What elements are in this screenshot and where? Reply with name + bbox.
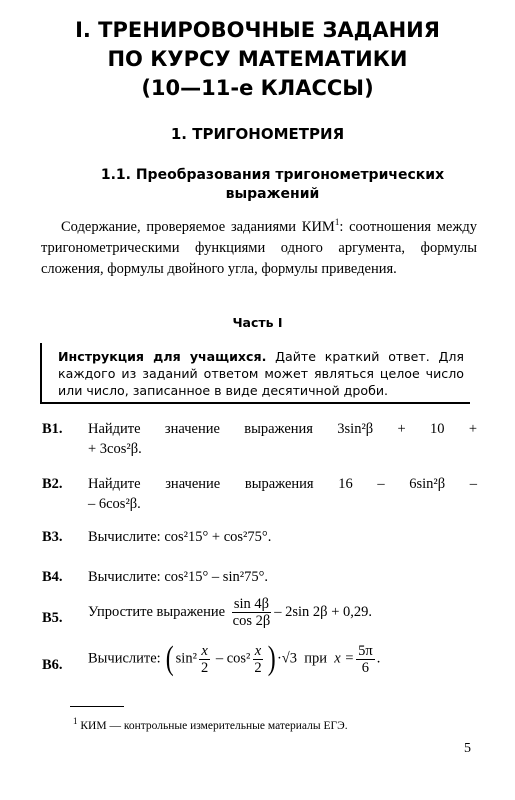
section-title: 1. ТРИГОНОМЕТРИЯ (170, 125, 345, 143)
task-number: В6. (42, 657, 63, 673)
fraction-denominator: cos 2β (232, 613, 271, 629)
footnote-ref: 1 (334, 217, 340, 227)
task-word: + (397, 421, 406, 437)
right-paren: ) (267, 640, 276, 677)
minus-cos-squared: – cos² (212, 650, 251, 667)
task-word: выражения (244, 421, 313, 437)
task-word: – (377, 476, 385, 492)
fraction-x-over-2 (252, 643, 263, 676)
task-word: Найдите (88, 476, 141, 492)
task-line-2: + 3cos²β. (88, 441, 142, 457)
task-number: В3. (42, 529, 63, 545)
instruction-box (40, 343, 470, 404)
task-suffix: – 2sin 2β + 0,29. (274, 603, 372, 620)
task-line-1 (88, 419, 477, 439)
fraction-denominator: 6 (361, 659, 370, 676)
chapter-title-line-3: (10—11-е КЛАССЫ) (141, 76, 374, 100)
instruction-label: Инструкция для учащихся. (58, 349, 267, 364)
content-lead: Содержание, проверяемое заданиями КИМ (61, 218, 335, 235)
subsection-title-line-2: выражений (225, 186, 320, 202)
task-expression (88, 596, 477, 629)
fraction-numerator: x (254, 642, 262, 659)
task-word: – (469, 476, 477, 492)
task-line-2: – 6cos²β. (88, 496, 141, 512)
task-number: В4. (42, 569, 63, 585)
task-expression (88, 642, 477, 676)
content-paragraph (41, 212, 477, 280)
left-paren: ( (166, 640, 174, 677)
task-number: В5. (42, 610, 63, 626)
content-rest: : соотношения между тригонометрическими функциями одного аргумента, формулы сложения, формулы двойного угла, формулы приведения. (41, 218, 478, 277)
task-text: Вычислите: cos²15° + cos²75°. (88, 529, 272, 545)
chapter-title (0, 16, 515, 103)
x-equals: x = (334, 650, 355, 667)
subsection-title-line-1: 1.1. Преобразования тригонометрических (100, 167, 445, 183)
sqrt-three: ·√3 (276, 650, 297, 667)
subsection-title (90, 166, 455, 204)
task-text: Вычислите: cos²15° – sin²75°. (88, 569, 268, 585)
task-word: значение (164, 421, 220, 437)
fraction-5pi-over-6 (356, 643, 375, 676)
instruction-text: Дайте краткий ответ. Для каждого из заданий ответом может являться целое число или число, записанное в виде десятичной дроби. (58, 349, 464, 398)
fraction-denominator: 2 (200, 659, 209, 676)
task-word: 3sin²β (337, 421, 374, 437)
task-word: выражения (244, 476, 314, 492)
footnote-rule (70, 706, 124, 707)
task-number: В1. (42, 421, 63, 437)
task-b2 (42, 474, 477, 514)
task-word: 16 (338, 476, 353, 492)
task-b5 (42, 596, 477, 629)
task-word: 6sin²β (409, 476, 446, 492)
sin-squared: sin² (175, 650, 197, 667)
page-number: 5 (464, 741, 471, 756)
footnote (73, 716, 348, 732)
task-b6 (42, 642, 477, 676)
fraction-numerator: 5π (358, 642, 373, 659)
chapter-title-line-1: I. ТРЕНИРОВОЧНЫЕ ЗАДАНИЯ (75, 18, 440, 42)
footnote-mark: 1 (73, 716, 78, 726)
fraction-denominator: 2 (254, 659, 262, 676)
task-word: Найдите (88, 421, 141, 437)
period: . (376, 650, 381, 667)
fraction-numerator: x (201, 642, 208, 659)
task-word: значение (165, 476, 221, 492)
task-word: 10 (430, 421, 445, 437)
task-prefix: Вычислите: (88, 650, 161, 667)
footnote-text: КИМ — контрольные измерительные материалы ЕГЭ. (77, 719, 348, 732)
task-b1 (42, 419, 477, 459)
task-b4 (42, 567, 477, 587)
task-line-1 (88, 474, 477, 494)
task-word: + (468, 421, 477, 437)
task-prefix: Упростите выражение (88, 603, 229, 620)
fraction (231, 596, 273, 629)
chapter-title-line-2: ПО КУРСУ МАТЕМАТИКИ (107, 47, 408, 71)
task-number: В2. (42, 476, 63, 492)
task-b3 (42, 527, 477, 547)
part-title: Часть I (232, 315, 283, 330)
at-word: при (304, 650, 328, 667)
fraction-numerator: sin 4β (233, 596, 270, 612)
fraction-x-over-2 (199, 643, 210, 676)
